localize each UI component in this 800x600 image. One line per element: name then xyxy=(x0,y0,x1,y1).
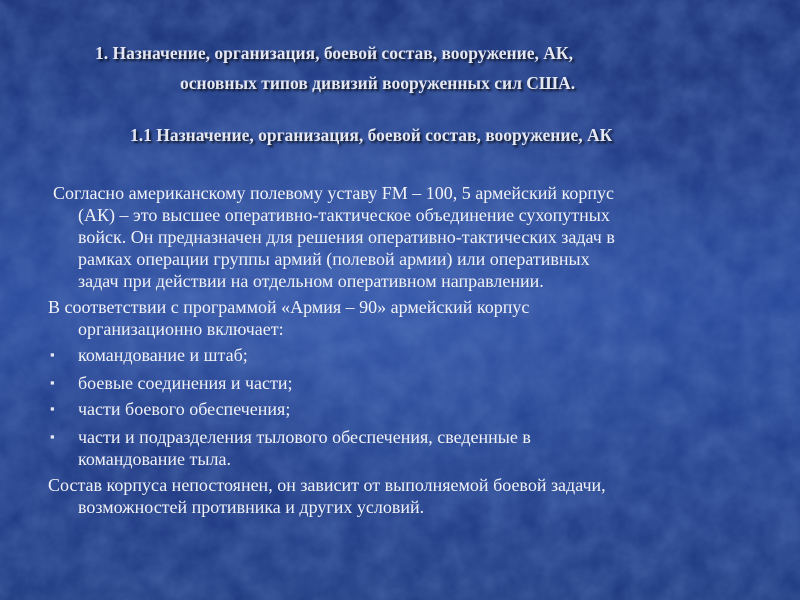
bullet-line: части боевого обеспечения; xyxy=(78,399,291,419)
intro-line: войск. Он предназначен для решения оперативно-тактических задач в xyxy=(78,227,615,247)
bullet-line: боевые соединения и части; xyxy=(78,373,293,393)
bullet-marker-icon: ▪ xyxy=(50,347,55,362)
bullet-item-combat-support xyxy=(50,398,291,420)
program-line: организационно включает: xyxy=(78,319,284,339)
bullet-line: части и подразделения тылового обеспечения, сведенные в xyxy=(78,427,531,447)
bullet-item-combat-units xyxy=(50,372,293,394)
closing-paragraph xyxy=(48,474,606,518)
subtitle: 1.1 Назначение, организация, боевой состав, вооружение, АК xyxy=(130,125,613,145)
title-line-2: основных типов дивизий вооруженных сил США. xyxy=(180,73,576,93)
bullet-marker-icon: ▪ xyxy=(50,429,55,444)
program-paragraph xyxy=(48,296,530,340)
intro-paragraph xyxy=(53,182,615,292)
intro-line: Согласно американскому полевому уставу FM – 100, 5 армейский корпус xyxy=(53,183,614,203)
closing-line: возможностей противника и других условий. xyxy=(78,497,425,517)
bullet-item-command xyxy=(50,344,248,366)
program-line: В соответствии с программой «Армия – 90» армейский корпус xyxy=(48,297,530,317)
closing-line: Состав корпуса непостоянен, он зависит от выполняемой боевой задачи, xyxy=(48,475,606,495)
bullet-marker-icon: ▪ xyxy=(50,401,55,416)
intro-line: задач при действии на отдельном оперативном направлении. xyxy=(78,271,544,291)
title-line-1: 1. Назначение, организация, боевой состав, вооружение, АК, xyxy=(95,43,573,63)
bullet-item-logistics xyxy=(50,426,531,470)
bullet-marker-icon: ▪ xyxy=(50,375,55,390)
intro-line: (АК) – это высшее оперативно-тактическое объединение сухопутных xyxy=(78,205,610,225)
bullet-line: командование тыла. xyxy=(78,449,231,469)
bullet-line: командование и штаб; xyxy=(78,345,248,365)
intro-line: рамках операции группы армий (полевой армии) или оперативных xyxy=(78,249,590,269)
